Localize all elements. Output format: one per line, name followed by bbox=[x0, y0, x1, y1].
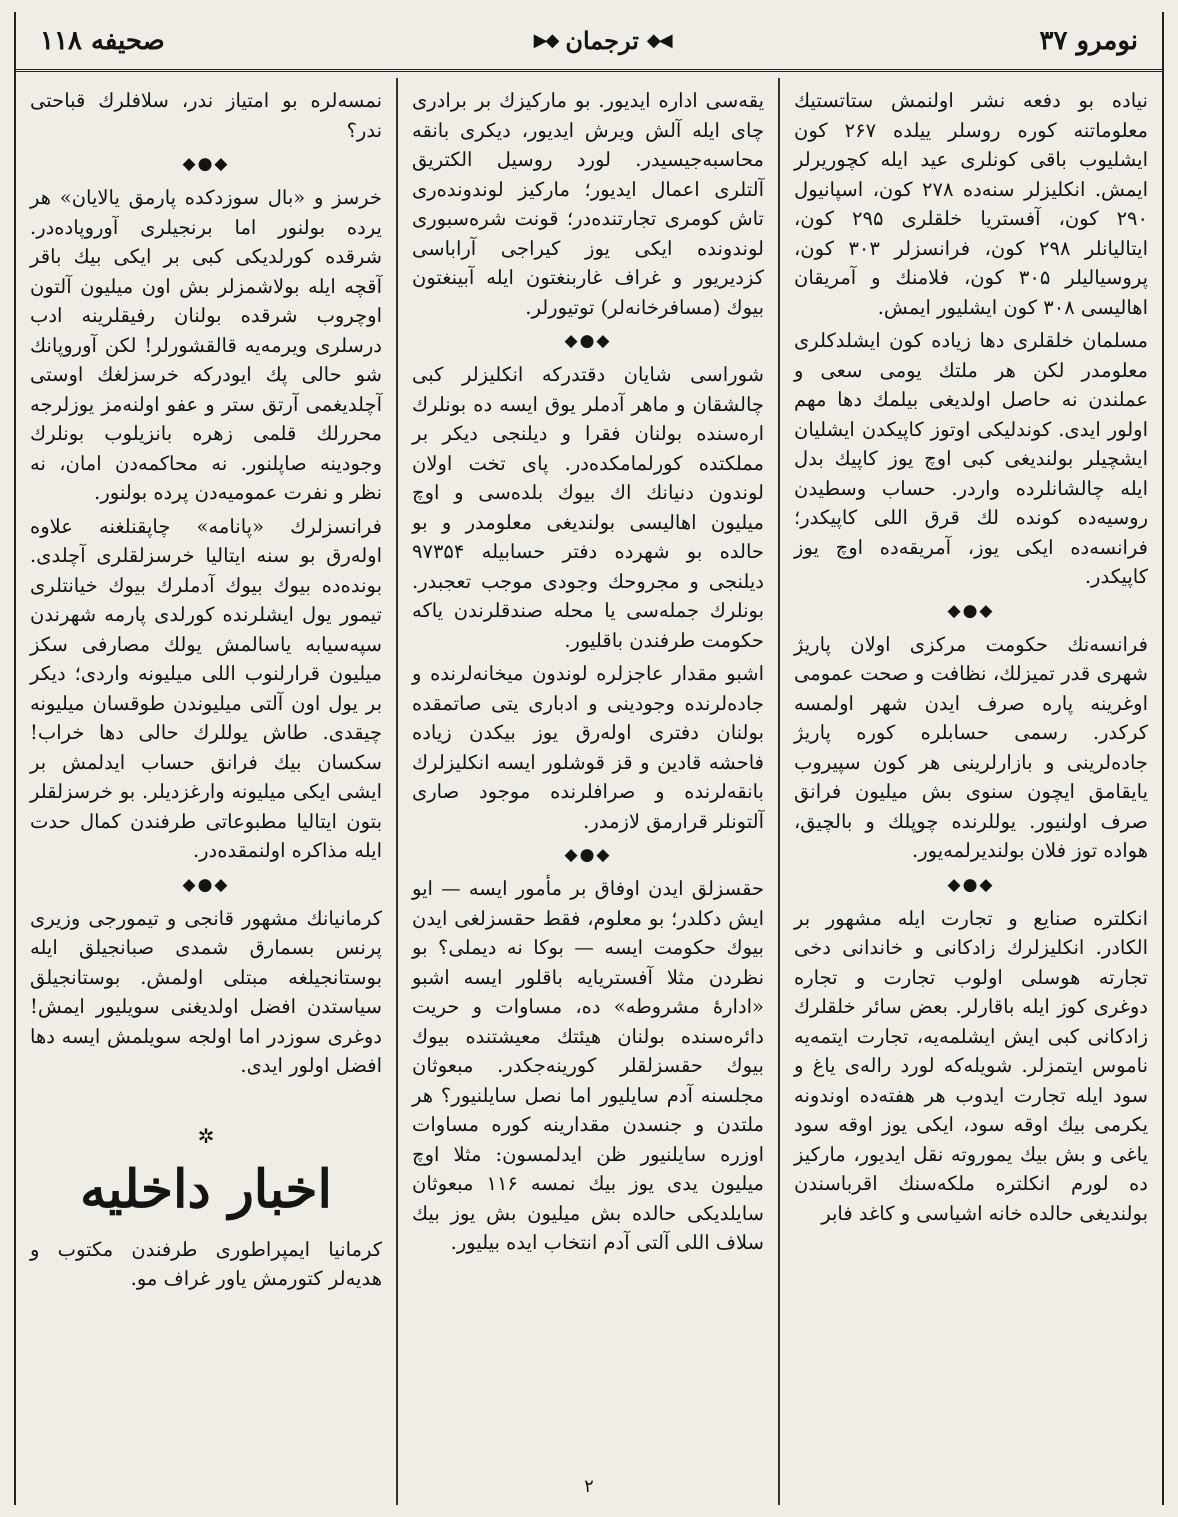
paragraph: فرانسزلرك «پانامه» چاپقنلغنه علاوه اوله‌رق بو سنه ایتالیا خرسزلقلری آچلدی. بونده‌ده بیوك بیوك آدملرك بیوك خیانتلری تیمور یول ایشلرنده كورلدی پارمه شهرندن سپه‌سیابه یاسالمش یولك مصارفی سكز میلیون قرارلنوب اللی میلیونه واردی؛ دیكر بر یول اون آلتی میلیوندن طوقسان میلیونه چیقدی. طاش یوللرك حالی دها خراب! سكسان بیك فرانق حساب ایدلمش بر ایشی ایكی میلیونه وارغزدیلر. بو خرسزلقلر بتون ایتالیا مطبوعاتی طرفندن كمال حدت ایله مذاكره اولنمقده‌در. bbox=[30, 514, 382, 862]
paragraph: انكلتره صنایع و تجارت ایله مشهور بر الكادر. انكلیزلرك زادكانی و خاندانی دخی تجارته هوسلی اولوب تجارت و تجاره دوغری كوز ایله باقارلر. بعض سائر خلقلرك زادكانی كبی ایش ایشلمه‌یه، تجارت ایتمه‌یه ناموس ایتمزلر. شویله‌كه لورد راله‌ی یاغ و سود ایله تجارت ایدوب هر هفته‌ده اوندونه یكرمی بیك اوقه سود، ایكی یوز اوقه سود یاغی و بش بیك یموروته نقل ایدیور، ماركیز ده لورم انكلتره ملكه‌سنك اقرباسندن بولندیغی حالده خانه اشیاسی و كاغد فابر bbox=[794, 906, 1148, 1225]
section-separator: ◆●◆ bbox=[947, 600, 995, 621]
paragraph: حقسزلق ایدن اوفاق بر مأمور ایسه — ایو ایش دكلدر؛ بو معلوم، فقط حقسزلغی ایدن بیوك حكومت ایسه — بوكا نه دیملی؟ بو نظردن مثلا آفستریایه باقلور ایسه اشبو «ادارهٔ مشروطه» ده، مساوات و حریت دائره‌سنده بولنان هیئتك معیشتنده بیوك بیوك حقسزلقلر كورینه‌جكدر. مبعوثان مجلسنه آدم سایلیور اما نصل سایلنیور؟ هر ملتدن و جنسدن مقدارینه كوره مساوات اوزره سایلنیور ظن ایدلمسون: مثلا اوچ میلیون یدی یوز بیك نمسه ۱۱۶ مبعوثان سایلدیكی حالده بش میلیون بش یوز بیك سلاف اللی آلتی آدم انتخاب ایده بیلیور. bbox=[412, 877, 764, 1254]
paragraph: خرسز و «بال سوزدكده پارمق یالایان» هر یرده بولنور اما برنجیلری آوروپاده‌در. شرقده كورلدیكی كبی بر ایكی بیك باقر آقچه ایله بولاشمزلر بش اون میلیون آلتون اوچروب شرقده بولنان رفیقلرینه ادب درسلری ویرمه‌یه قالقشورلر! لكن آوروپانك شو حالی پك ایودركه خرسزلغك اوستی آچلدیغمی آرتق ستر و عفو اولنه‌مز یوزلرجه محررلك قلمی زهره بانزیلوب بونلرك وجودینه صاپلنور. نه محاكمه‌دن امان، نه نظر و نفرت عمومیه‌دن پرده بولنور. bbox=[30, 186, 382, 504]
paragraph: مسلمان خلقلری دها زیاده كون ایشلدكلری معلومدر لكن هر ملتك یومی سعی و عملندن نه حاصل اولدیغی بیلمك دها مهم اولور ایدی. كوندلیكی اوتوز كاپیكدن ایشلیان ایشچیلر بولندیغی كبی اوچ یوز كاپیك بدل ایله چالشانلرده واردر. حساب وسطیدن روسیه‌ده كونده لك قرق اللی كاپیكدر؛ فرانسه‌ده ایكی یوز، آمریقه‌ده اوچ یوز كاپیكدر. bbox=[794, 329, 1148, 588]
paragraph: فرانسه‌نك حكومت مركزی اولان پاریژ شهری قدر تمیزلك، نظافت و صحت عمومی اوغرینه پاره صرف ایدن شهر اولمسه كركدر. رسمی حسابلره كوره پاریژ جاده‌لرینی و بازارلرینی هر كون سپیروب یایقامق ایچون سنوی بش میلیون فرانق صرف اولنیور. یوللرنده چوپلك و بالچیق، هواده توز فلان بولندیرلمه‌یور. bbox=[794, 632, 1148, 862]
paragraph: شوراسی شایان دقتدركه انكلیزلر كبی چالشقان و ماهر آدملر یوق ایسه ده بونلرك اره‌سنده بولنان فقرا و دیلنجی دیكر بر مملكتده كورلمامكده‌در. پای تخت اولان لوندون دنیانك اك بیوك بلده‌سی و اوچ میلیون اهالیسی بولندیغی معلومدر و بو حالده بو شهرده دفتر حسابیله ۹۷۳۵۴ دیلنجی و مجروحك وجودی موجب تعجبدر. بونلرك جمله‌سی یا محله صندقلرندن یاكه حكومت طرفندن باقلیور. bbox=[412, 363, 764, 652]
paragraph: نیاده بو دفعه نشر اولنمش ستاتستیك معلوماتنه كوره روسلر ییلده ۲۶۷ كون ایشلیوب باقی كونلری عید ایله كچوریرلر ایمش. انكلیزلر سنه‌ده ۲۷۸ كون، اسپانیول ۲۹۰ كون، آفستریا خلقلری ۲۹۵ كون، ایتالیانلر ۲۹۸ كون، فرانسزلر ۳۰۳ كون، پروسیالیلر ۳۰۵ كون، فلامنك و آمریقان اهالیسی ۳۰۸ كون ایشلیور ایمش. bbox=[794, 89, 1149, 319]
masthead-ornament-right: ◀◆ bbox=[646, 30, 671, 51]
masthead bbox=[16, 12, 1162, 72]
paragraph: نمسه‌لره بو امتیاز ندر، سلافلرك قباحتی ندر؟ bbox=[30, 89, 382, 142]
section-separator: ◆●◆ bbox=[182, 154, 230, 174]
masthead-title: ترجمان bbox=[565, 26, 639, 55]
section-separator: ◆●◆ bbox=[947, 874, 995, 895]
column-left bbox=[16, 78, 398, 1505]
paragraph: یقه‌سی اداره ایدیور. بو ماركیزك بر برادری چای ایله آلش ویرش ایدیور، دیكری بانقه محاسبه‌جیسیدر. لورد روسیل الكتریق آلتلری اعمال ایدیور؛ ماركیز لوندونده‌ری تاش كومری تجارتنده‌در؛ قونت شره‌سبوری لوندونده ایكی یوز كیراجی آراباسی كزدیریور و غراف غاربنغتون ایله آبینغتون بیوك (مسافرخانه‌لر) توتیورلر. bbox=[412, 89, 764, 319]
paragraph: كرمانیانك مشهور قانجی و تیمورجی وزیری پرنس بسمارق شمدی صبانجیلق ایله بوستانجیلغه مبتلی اولمش. بوستانجیلق سیاستدن افضل اولدیغنی سویلیور ایمش! دوغری سوزدر اما اولجه سویلمش ایسه دها افضل اولور ایدی. bbox=[30, 906, 382, 1077]
column-middle bbox=[398, 78, 780, 1505]
paragraph: اشبو مقدار عاجزلره لوندون میخانه‌لرنده و جاده‌لرنده وجودینی و ادباری یتی صاتمقده بولنان دفتری اوله‌رق یوز بیكدن زیاده فاحشه قادین و قز قوشلور ایسه انكلیزلرك بانقه‌لرنده و صرافلرنده موجود صاری آلتونلر قرارمق لازمدر. bbox=[412, 662, 764, 833]
newspaper-page bbox=[14, 12, 1164, 1505]
page-number: صحیفه ۱۱۸ bbox=[40, 25, 165, 56]
issue-number: نومرو ۳۷ bbox=[1039, 25, 1138, 56]
section-separator: ◆●◆ bbox=[564, 331, 612, 351]
section-ornament: ✲ bbox=[197, 1123, 215, 1148]
footer-mark: ۲ bbox=[584, 1476, 594, 1497]
columns-container bbox=[16, 78, 1162, 1505]
section-separator: ◆●◆ bbox=[564, 845, 612, 865]
section-heading: اخبار داخلیه bbox=[80, 1158, 332, 1220]
paragraph: كرمانیا ایمپراطوری طرفندن مكتوب و هدیه‌لر كتورمش یاور غراف مو. bbox=[30, 1237, 382, 1290]
masthead-ornament-left: ◆▶ bbox=[533, 30, 558, 51]
masthead-title-block bbox=[534, 26, 671, 55]
column-right bbox=[780, 78, 1162, 1505]
section-separator: ◆●◆ bbox=[182, 874, 230, 895]
